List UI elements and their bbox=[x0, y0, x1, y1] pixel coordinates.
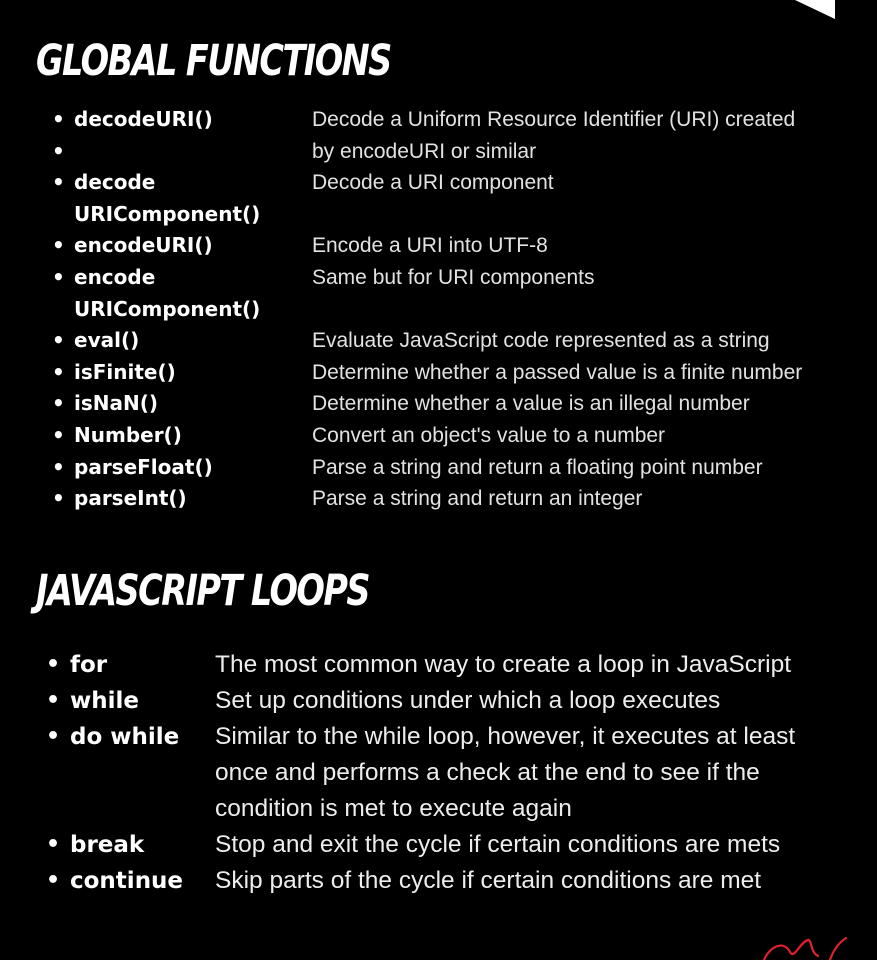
function-description: Same but for URI components bbox=[312, 265, 595, 289]
function-description: Evaluate JavaScript code represented as a string bbox=[312, 329, 770, 353]
loop-name: while bbox=[70, 688, 139, 714]
function-description: by encodeURI or similar bbox=[312, 139, 537, 163]
function-description: Decode a URI component bbox=[312, 171, 554, 195]
list-item bbox=[52, 483, 852, 515]
loop-name: do while bbox=[70, 724, 180, 750]
bullet-icon: • bbox=[52, 422, 65, 447]
list-item bbox=[46, 863, 866, 899]
bullet-icon: • bbox=[52, 233, 65, 258]
list-item bbox=[52, 420, 852, 452]
function-description bbox=[312, 199, 852, 231]
loop-description: Stop and exit the cycle if certain conditions are mets bbox=[215, 831, 781, 858]
function-description: Determine whether a value is an illegal number bbox=[312, 392, 750, 416]
function-description: Parse a string and return a floating point number bbox=[312, 455, 763, 479]
loops-list bbox=[46, 647, 866, 899]
function-name: decode bbox=[74, 170, 156, 195]
list-item bbox=[52, 136, 852, 168]
function-name: encode bbox=[74, 264, 156, 289]
list-item bbox=[46, 755, 866, 791]
bullet-icon: • bbox=[52, 486, 65, 511]
bullet-icon: • bbox=[46, 724, 61, 749]
list-item bbox=[52, 167, 852, 199]
bullet-icon: • bbox=[52, 359, 65, 384]
function-description: Encode a URI into UTF-8 bbox=[312, 234, 548, 258]
list-item bbox=[46, 827, 866, 863]
list-item bbox=[46, 719, 866, 755]
function-name: isFinite() bbox=[74, 359, 176, 384]
function-name: isNaN() bbox=[74, 391, 159, 416]
bullet-icon: • bbox=[52, 264, 65, 289]
function-name: parseFloat() bbox=[74, 454, 213, 479]
list-item bbox=[52, 325, 852, 357]
function-name: decodeURI() bbox=[74, 107, 213, 131]
loop-description: once and performs a check at the end to see if the bbox=[215, 759, 760, 786]
list-item bbox=[46, 791, 866, 827]
loop-name: continue bbox=[70, 868, 184, 894]
bullet-icon: • bbox=[46, 652, 61, 677]
function-description: Parse a string and return an integer bbox=[312, 487, 643, 511]
loop-description: Skip parts of the cycle if certain conditions are met bbox=[215, 867, 762, 894]
loop-name: break bbox=[70, 832, 145, 858]
loop-description: Similar to the while loop, however, it executes at least bbox=[215, 723, 796, 750]
list-item bbox=[52, 388, 852, 420]
global-functions-list bbox=[52, 104, 852, 515]
bullet-icon: • bbox=[52, 170, 65, 195]
list-item bbox=[52, 230, 852, 262]
bullet-icon: • bbox=[52, 138, 65, 163]
list-item bbox=[52, 104, 852, 136]
list-item bbox=[52, 294, 852, 326]
function-name: Number() bbox=[74, 422, 182, 447]
bullet-icon: • bbox=[52, 328, 65, 353]
list-item bbox=[52, 199, 852, 231]
function-name: parseInt() bbox=[74, 486, 187, 511]
function-name: URIComponent() bbox=[74, 201, 261, 226]
list-item bbox=[52, 357, 852, 389]
loop-description: The most common way to create a loop in JavaScript bbox=[215, 651, 792, 678]
list-item bbox=[52, 452, 852, 484]
bullet-icon: • bbox=[52, 107, 65, 131]
function-description: Convert an object's value to a number bbox=[312, 423, 666, 447]
loop-name: for bbox=[70, 652, 108, 678]
bullet-icon: • bbox=[46, 868, 61, 893]
function-name: eval() bbox=[74, 328, 140, 353]
list-item bbox=[46, 683, 866, 719]
function-description: Determine whether a passed value is a finite number bbox=[312, 360, 803, 384]
function-description bbox=[312, 294, 852, 326]
list-item bbox=[52, 262, 852, 294]
signature-mark bbox=[760, 930, 850, 960]
loop-description: Set up conditions under which a loop executes bbox=[215, 687, 721, 714]
javascript-loops-title: JAVASCRIPT LOOPS bbox=[36, 566, 369, 616]
function-description: Decode a Uniform Resource Identifier (URI) created bbox=[312, 108, 796, 131]
bullet-icon: • bbox=[52, 391, 65, 416]
loop-description: condition is met to execute again bbox=[215, 795, 572, 822]
function-name: URIComponent() bbox=[74, 296, 261, 321]
bullet-icon: • bbox=[52, 454, 65, 479]
bullet-icon: • bbox=[46, 688, 61, 713]
bullet-icon: • bbox=[46, 832, 61, 857]
list-item bbox=[46, 647, 866, 683]
corner-triangle-decoration bbox=[795, 0, 835, 19]
global-functions-title: GLOBAL FUNCTIONS bbox=[36, 36, 391, 86]
function-name: encodeURI() bbox=[74, 233, 213, 258]
